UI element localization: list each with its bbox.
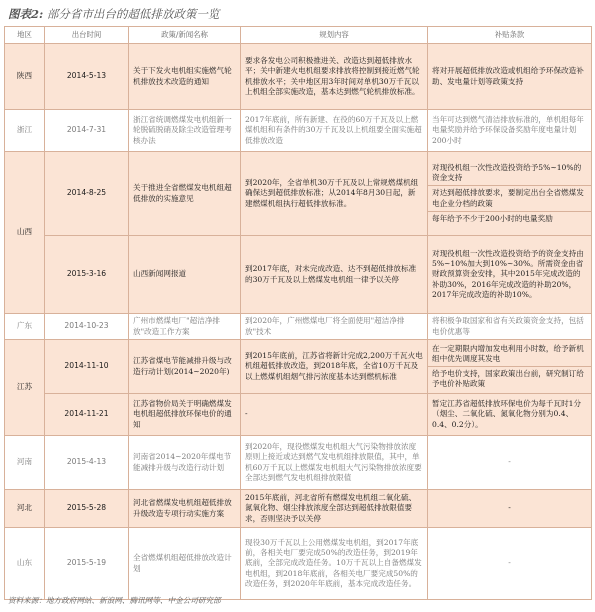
region-cell: 浙江 bbox=[5, 110, 45, 152]
date-cell: 2014-7-31 bbox=[45, 110, 129, 152]
plan-cell: 到2020年，全省单机30万千瓦及以上常规燃煤机组确保达到超低排放标准；从2014年8月30日起，新建燃煤机组执行超低排放标准。 bbox=[241, 152, 428, 236]
table-row bbox=[5, 44, 592, 110]
table-row bbox=[5, 340, 592, 394]
plan-cell: - bbox=[241, 394, 428, 436]
header-region: 地区 bbox=[5, 27, 45, 44]
plan-cell: 到2020年，广州燃煤电厂将全面使用"超洁净排放"技术 bbox=[241, 314, 428, 340]
region-cell: 江苏 bbox=[5, 340, 45, 436]
table-row bbox=[5, 152, 592, 236]
region-cell: 广东 bbox=[5, 314, 45, 340]
date-cell: 2015-3-16 bbox=[45, 236, 129, 314]
policy-cell: 河北省燃煤发电机组超低排放升级改造专项行动实施方案 bbox=[129, 490, 241, 528]
subsidy-cell: 对现役机组一次性改造投资给予的资金支持由5%~10%加大到10%~30%。所需资金由省财政预算资金安排，其中2015年完成改造的补助30%，2016年完成改造的补助20%，2017年完成改造的补助10%。 bbox=[428, 236, 592, 314]
date-cell: 2014-10-23 bbox=[45, 314, 129, 340]
date-cell: 2015-5-28 bbox=[45, 490, 129, 528]
table-row bbox=[5, 394, 592, 436]
subsidy-cell bbox=[428, 152, 592, 236]
policy-cell: 关于下发火电机组实施燃气轮机排放技术改造的通知 bbox=[129, 44, 241, 110]
policy-cell: 关于推进全省燃煤发电机组超低排放的实施意见 bbox=[129, 152, 241, 236]
policy-cell: 河南省2014~2020年煤电节能减排升级与改造行动计划 bbox=[129, 436, 241, 490]
subsidy-cell: 当年可达到燃气清洁排放标准的，单机组每年电量奖励并给予环保设备奖励年度电量计划200小时 bbox=[428, 110, 592, 152]
table-row bbox=[5, 436, 592, 490]
subsidy-item: 在一定期限内增加发电利用小时数，给予新机组中优先调度其发电 bbox=[428, 344, 591, 368]
table-row bbox=[5, 314, 592, 340]
date-cell: 2014-8-25 bbox=[45, 152, 129, 236]
policy-cell: 山西新闻网报道 bbox=[129, 236, 241, 314]
figure-caption: 部分省市出台的超低排放政策一览 bbox=[46, 7, 220, 21]
region-cell: 河北 bbox=[5, 490, 45, 528]
policy-cell: 江苏省煤电节能减排升级与改造行动计划(2014~2020年) bbox=[129, 340, 241, 394]
subsidy-item: 对现役机组一次性改造投资给予5%~10%的资金支持 bbox=[428, 163, 591, 187]
header-subsidy: 补贴条款 bbox=[428, 27, 592, 44]
region-cell: 河南 bbox=[5, 436, 45, 490]
policy-cell: 江苏省物价局关于明确燃煤发电机组超低排放环保电价的通知 bbox=[129, 394, 241, 436]
plan-cell: 到2017年底，对未完成改造、达不到超低排放标准的30万千瓦及以上燃煤发电机组一律予以关停 bbox=[241, 236, 428, 314]
plan-cell: 2017年底前，所有新建、在役的60万千瓦及以上燃煤机组和有条件的30万千瓦及以上机组要全面实施超低排放改造 bbox=[241, 110, 428, 152]
table-header-row bbox=[5, 27, 592, 44]
subsidy-cell bbox=[428, 340, 592, 394]
subsidy-cell: 将对开展超低排放改造或机组给予环保改造补助、发电量计划等政策支持 bbox=[428, 44, 592, 110]
region-cell: 山东 bbox=[5, 528, 45, 600]
subsidy-cell: 将积极争取国家和省有关政策资金支持，包括电价优惠等 bbox=[428, 314, 592, 340]
subsidy-item: 对达到超低排放要求，要制定出台全省燃煤发电企业分档的政策 bbox=[428, 186, 591, 212]
subsidy-item: 每年给予不少于200小时的电量奖励 bbox=[432, 213, 553, 223]
table-row bbox=[5, 236, 592, 314]
policy-table bbox=[4, 26, 592, 600]
table-row bbox=[5, 110, 592, 152]
header-policy: 政策/新闻名称 bbox=[129, 27, 241, 44]
date-cell: 2015-5-19 bbox=[45, 528, 129, 600]
region-cell: 陕西 bbox=[5, 44, 45, 110]
policy-cell: 广州市燃煤电厂"超洁净排放"改造工作方案 bbox=[129, 314, 241, 340]
plan-cell: 到2015年底前，江苏省将新计完成2,200万千瓦火电机组超低排放改造，到2018年底，全省10万千瓦及以上燃煤机组烟气排污浓度基本达到燃机标准 bbox=[241, 340, 428, 394]
plan-cell: 到2020年，现役燃煤发电机组大气污染物排放浓度原则上接近或达到燃气发电机组排放限值，其中，单机60万千瓦以上燃煤发电机组大气污染物排放浓度要全部达到燃气发电机组排放限值 bbox=[241, 436, 428, 490]
header-plan: 规划内容 bbox=[241, 27, 428, 44]
date-cell: 2014-11-21 bbox=[45, 394, 129, 436]
date-cell: 2015-4-13 bbox=[45, 436, 129, 490]
subsidy-cell: - bbox=[428, 490, 592, 528]
date-cell: 2014-11-10 bbox=[45, 340, 129, 394]
source-note: 资料来源：地方政府网站、新浪网、腾讯网等、中金公司研究部 bbox=[8, 596, 221, 605]
header-date: 出台时间 bbox=[45, 27, 129, 44]
subsidy-cell: - bbox=[428, 436, 592, 490]
table-row bbox=[5, 490, 592, 528]
policy-cell: 全省燃煤机组超低排放改造计划 bbox=[129, 528, 241, 600]
plan-cell: 要求各发电公司积极推进关、改造达到超低排放水平；关中新建火电机组要求排放将控制到接近燃气轮机排放水平；关中地区用3年时间对单机30万千瓦以上机组全部实施改造，基本达到燃气轮机排放标准。 bbox=[241, 44, 428, 110]
region-cell: 山西 bbox=[5, 152, 45, 314]
subsidy-cell: 暂定江苏省超低排放环保电价为每千瓦时1分（烟尘、二氧化硫、氮氧化物分别为0.4、0.4、0.2分）。 bbox=[428, 394, 592, 436]
subsidy-item: 给予电价支持，国家政策出台前，研究制订给予电价补贴政策 bbox=[432, 369, 584, 389]
plan-cell: 现役30万千瓦以上公用燃煤发电机组，到2017年底前，各相关电厂要完成50%的改造任务，到2019年底前，全部完成改造任务。10万千瓦以上自备燃煤发电机组，到2018年底前，各相关电厂要完成50%的改造任务，到2020年年底前，基本完成改造任务。 bbox=[241, 528, 428, 600]
subsidy-cell: - bbox=[428, 528, 592, 600]
table-row bbox=[5, 528, 592, 600]
figure-number: 图表2: bbox=[8, 7, 44, 21]
figure-title bbox=[8, 6, 219, 22]
policy-cell: 浙江省统调燃煤发电机组新一轮脱硫脱硝及除尘改造管理考核办法 bbox=[129, 110, 241, 152]
date-cell: 2014-5-13 bbox=[45, 44, 129, 110]
plan-cell: 2015年底前，河北省所有燃煤发电机组二氧化硫、氮氧化物、烟尘排放浓度全部达到超低排放限值要求，否则坚决予以关停 bbox=[241, 490, 428, 528]
